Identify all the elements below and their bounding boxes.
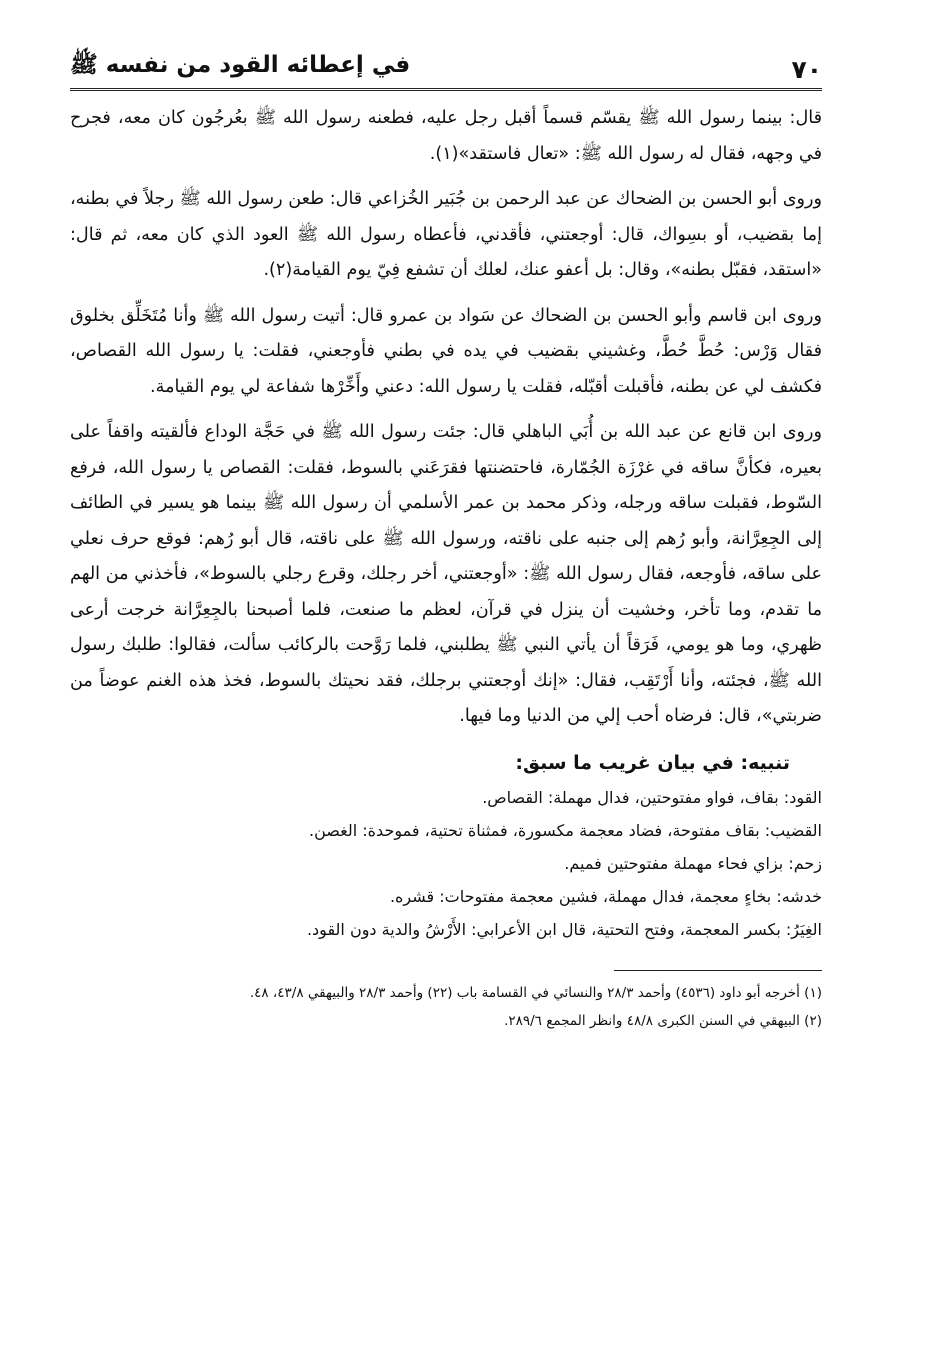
page-header: [70, 42, 822, 91]
paragraph: وروى ابن قاسم وأبو الحسن بن الضحاك عن سَواد بن عمرو قال: أتيت رسول الله ﷺ وأنا مُتَخَلِّق بخلوق فقال وَرْس: حُطَّ حُطَّ، وغشيني بقضيب في يده في بطني فأوجعني، فقلت: يا رسول الله القصاص، فكشف لي عن بطنه، فأقبلت أقبّله، فقلت يا رسول الله: دعني وأَخِّرْها شفاعة لي يوم القيامة.: [70, 305, 822, 397]
footnote: (٢) البيهقي في السنن الكبرى ٤٨/٨ وانظر المجمع ٢٨٩/٦.: [504, 1012, 822, 1029]
footnote: (١) أخرجه أبو داود (٤٥٣٦) وأحمد ٢٨/٣ والنسائي في القسامة باب (٢٢) وأحمد ٢٨/٣ والبيهقي ٤٣/٨، ٤٨.: [249, 984, 822, 1001]
glossary-entry: القود: بقاف، فواو مفتوحتين، فدال مهملة: القصاص.: [482, 787, 822, 807]
book-page: [70, 42, 822, 1035]
footnotes: [70, 979, 822, 1035]
footnote-separator: [614, 970, 822, 971]
paragraph: وروى أبو الحسن بن الضحاك عن عبد الرحمن بن جُبَير الخُزاعي قال: طعن رسول الله ﷺ رجلاً في بطنه، إما بقضيب، أو بسِواك، قال: أوجعتني، فأقدني، فأعطاه رسول الله ﷺ العود الذي كان معه، ثم قال: «استقد، فقبّل بطنه»، وقال: بل أعفو عنك، لعلك أن تشفع فِيّ يوم القيامة(٢).: [70, 189, 822, 280]
glossary-entry: زحم: بزاي فحاء مهملة مفتوحتين فميم.: [564, 853, 822, 873]
glossary-entry: الغِيَرُ: بكسر المعجمة، وفتح التحتية، قال ابن الأعرابي: الأَرْشُ والدية دون القود.: [306, 919, 822, 939]
paragraph: وروى ابن قانع عن عبد الله بن أُبَي الباهلي قال: جئت رسول الله ﷺ في حَجَّة الوداع فألقيته واقفاً على بعيره، فكأنَّ ساقه في غرْزَة الجُمّارة، فاحتضنتها فقرَعَني بالسوط، فقلت: القصاص يا رسول الله، فرفع السّوط، فقبلت ساقه ورجله، وذكر محمد بن عمر الأسلمي أن رسول الله ﷺ بينما هو يسير في الطائف إلى الجِعِرَّانة، وأبو رُهم إلى جنبه على ناقته، ورسول الله ﷺ على ناقته، قال أبو رُهم: فوقع حرف نعلي على ساقه، فأوجعه، فقال رسول الله ﷺ: «أوجعتني، أخر رجلك، وقرع رجلي بالسوط»، فأخذني من الهم ما تقدم، وما تأخر، وخشيت أن ينزل في قرآن، لعظم ما صنعت، فلما أصبحنا بالجِعِرَّانة خرجت أرعى ظهري، وما هو يومي، فَرَقاً أن يأتي النبي ﷺ يطلبني، فلما رَوَّحت بالركائب سألت، فقالوا: طلبك رسول الله ﷺ، فجئته، وأنا أَرْتَقِب، فقال: «إنك أوجعتني برجلك، فقد نحيتك بالسوط، فخذ هذه الغنم عوضاً من ضربتي»، قال: فرضاه أحب إلي من الدنيا وما فيها.: [70, 422, 822, 726]
running-title: في إعطائه القود من نفسه ﷺ: [70, 52, 411, 78]
paragraph: قال: بينما رسول الله ﷺ يقسّم قسماً أقبل رجل عليه، فطعنه رسول الله ﷺ بعُرجُون كان معه، فجرح في وجهه، فقال له رسول الله ﷺ: «تعال فاستقد»(١).: [70, 108, 822, 164]
page-number: ٧٠: [791, 55, 822, 84]
glossary-list: [70, 781, 822, 946]
glossary-entry: خدشه: بخاءٍ معجمة، فدال مهملة، فشين معجمة مفتوحات: قشره.: [389, 886, 822, 906]
glossary-entry: القضيب: بقاف مفتوحة، فضاد معجمة مكسورة، فمثناة تحتية، فموحدة: الغصن.: [309, 820, 822, 840]
note-heading: تنبيه: في بيان غريب ما سبق:: [515, 751, 790, 774]
main-text: [70, 101, 822, 735]
